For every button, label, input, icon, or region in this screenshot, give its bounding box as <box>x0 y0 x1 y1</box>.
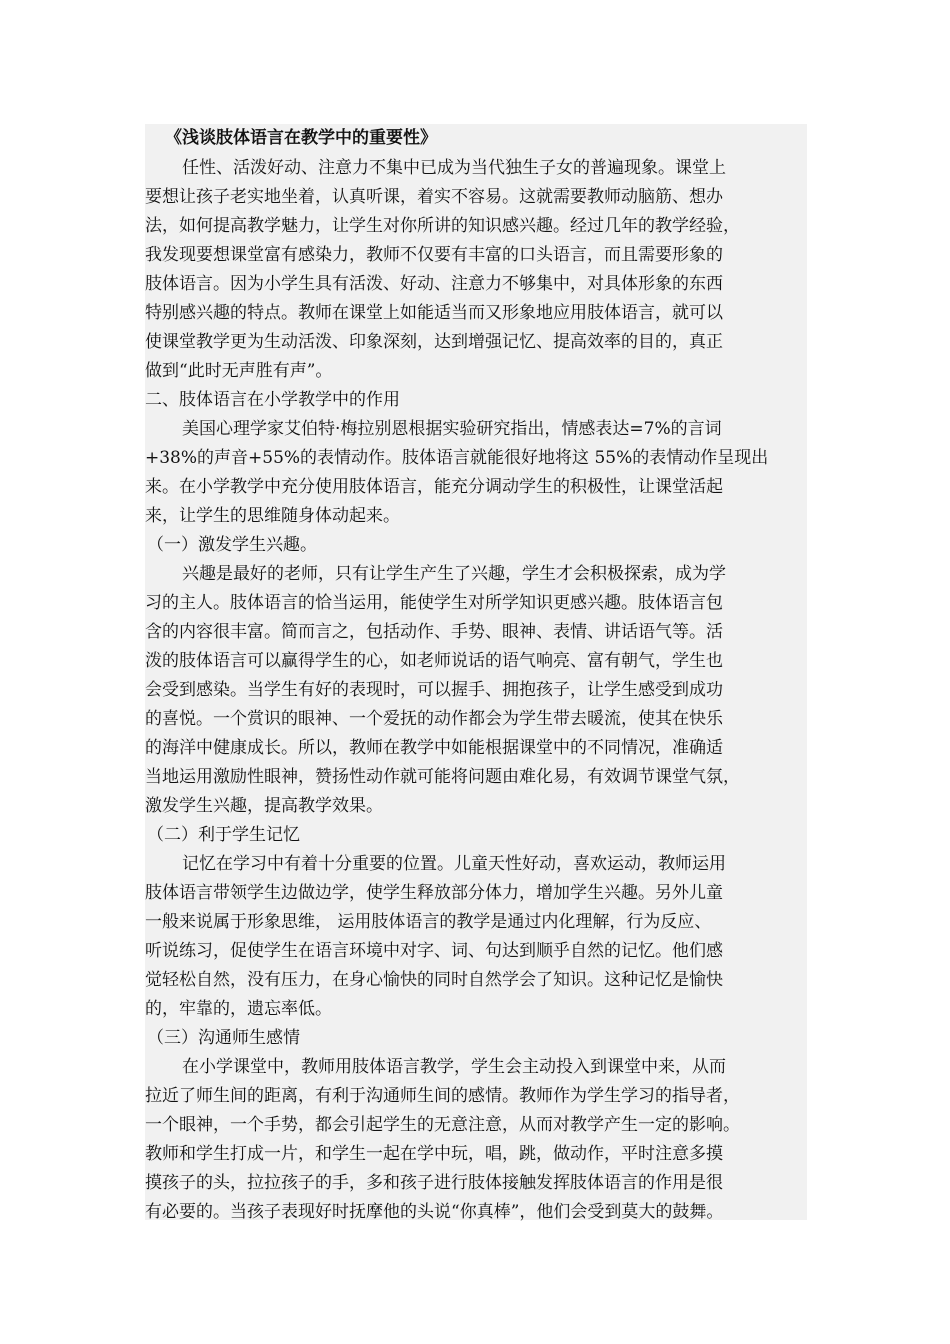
subsection-para-line: 拉近了师生间的距离，有利于沟通师生间的感情。教师作为学生学习的指导者， <box>145 1086 740 1106</box>
section-para-line: 美国心理学家艾伯特·梅拉别恩根据实验研究指出，情感表达=7%的言词 <box>182 419 722 439</box>
subsection-para-line: 的海洋中健康成长。所以，教师在教学中如能根据课堂中的不同情况，准确适 <box>145 738 723 758</box>
intro-line: 我发现要想课堂富有感染力，教师不仅要有丰富的口头语言，而且需要形象的 <box>145 245 723 265</box>
subsection-para-line: 肢体语言带领学生边做边学，使学生释放部分体力，增加学生兴趣。另外儿童 <box>145 883 723 903</box>
subsection-para-line: 听说练习，促使学生在语言环境中对字、词、句达到顺乎自然的记忆。他们感 <box>145 941 723 961</box>
document-title: 《浅谈肢体语言在教学中的重要性》 <box>165 128 437 148</box>
subsection-para-line: 习的主人。肢体语言的恰当运用，能使学生对所学知识更感兴趣。肢体语言包 <box>145 593 723 613</box>
intro-line: 要想让孩子老实地坐着，认真听课，着实不容易。这就需要教师动脑筋、想办 <box>145 187 723 207</box>
subsection-para-line: 记忆在学习中有着十分重要的位置。儿童天性好动，喜欢运动，教师运用 <box>182 854 726 874</box>
subsection-para-line: 一个眼神，一个手势，都会引起学生的无意注意，从而对教学产生一定的影响。 <box>145 1115 740 1135</box>
intro-line: 特别感兴趣的特点。教师在课堂上如能适当而又形象地应用肢体语言，就可以 <box>145 303 723 323</box>
subsection-para-line: 当地运用激励性眼神，赞扬性动作就可能将问题由难化易，有效调节课堂气氛， <box>145 767 740 787</box>
intro-line: 任性、活泼好动、注意力不集中已成为当代独生子女的普遍现象。课堂上 <box>182 158 726 178</box>
intro-line: 做到“此时无声胜有声”。 <box>145 361 333 381</box>
subsection-heading: （一）激发学生兴趣。 <box>147 535 317 555</box>
intro-line: 法，如何提高教学魅力，让学生对你所讲的知识感兴趣。经过几年的教学经验， <box>145 216 740 236</box>
subsection-para-line: 一般来说属于形象思维， 运用肢体语言的教学是通过内化理解，行为反应、 <box>145 912 712 932</box>
subsection-para-line: 觉轻松自然，没有压力，在身心愉快的同时自然学会了知识。这种记忆是愉快 <box>145 970 723 990</box>
section-para-line: 来，让学生的思维随身体动起来。 <box>145 506 400 526</box>
subsection-para-line: 兴趣是最好的老师，只有让学生产生了兴趣，学生才会积极探索，成为学 <box>182 564 726 584</box>
subsection-heading: （三）沟通师生感情 <box>147 1028 300 1048</box>
subsection-para-line: 有必要的。当孩子表现好时抚摩他的头说“你真棒”，他们会受到莫大的鼓舞。 <box>145 1202 724 1222</box>
subsection-para-line: 摸孩子的头，拉拉孩子的手，多和孩子进行肢体接触发挥肢体语言的作用是很 <box>145 1173 723 1193</box>
document-body <box>145 124 807 1220</box>
section-heading: 二、肢体语言在小学教学中的作用 <box>145 390 400 410</box>
subsection-para-line: 含的内容很丰富。简而言之，包括动作、手势、眼神、表情、讲话语气等。活 <box>145 622 723 642</box>
subsection-para-line: 泼的肢体语言可以赢得学生的心，如老师说话的语气响亮、富有朝气，学生也 <box>145 651 723 671</box>
subsection-para-line: 会受到感染。当学生有好的表现时，可以握手、拥抱孩子，让学生感受到成功 <box>145 680 723 700</box>
section-para-line: +38%的声音+55%的表情动作。肢体语言就能很好地将这 55%的表情动作呈现出 <box>145 448 769 468</box>
subsection-heading: （二）利于学生记忆 <box>147 825 300 845</box>
intro-line: 肢体语言。因为小学生具有活泼、好动、注意力不够集中，对具体形象的东西 <box>145 274 723 294</box>
subsection-para-line: 在小学课堂中，教师用肢体语言教学，学生会主动投入到课堂中来，从而 <box>182 1057 726 1077</box>
intro-line: 使课堂教学更为生动活泼、印象深刻，达到增强记忆、提高效率的目的，真正 <box>145 332 723 352</box>
subsection-para-line: 的，牢靠的，遗忘率低。 <box>145 999 332 1019</box>
subsection-para-line: 激发学生兴趣，提高教学效果。 <box>145 796 383 816</box>
subsection-para-line: 的喜悦。一个赏识的眼神、一个爱抚的动作都会为学生带去暖流，使其在快乐 <box>145 709 723 729</box>
section-para-line: 来。在小学教学中充分使用肢体语言，能充分调动学生的积极性，让课堂活起 <box>145 477 723 497</box>
subsection-para-line: 教师和学生打成一片，和学生一起在学中玩，唱，跳，做动作，平时注意多摸 <box>145 1144 723 1164</box>
